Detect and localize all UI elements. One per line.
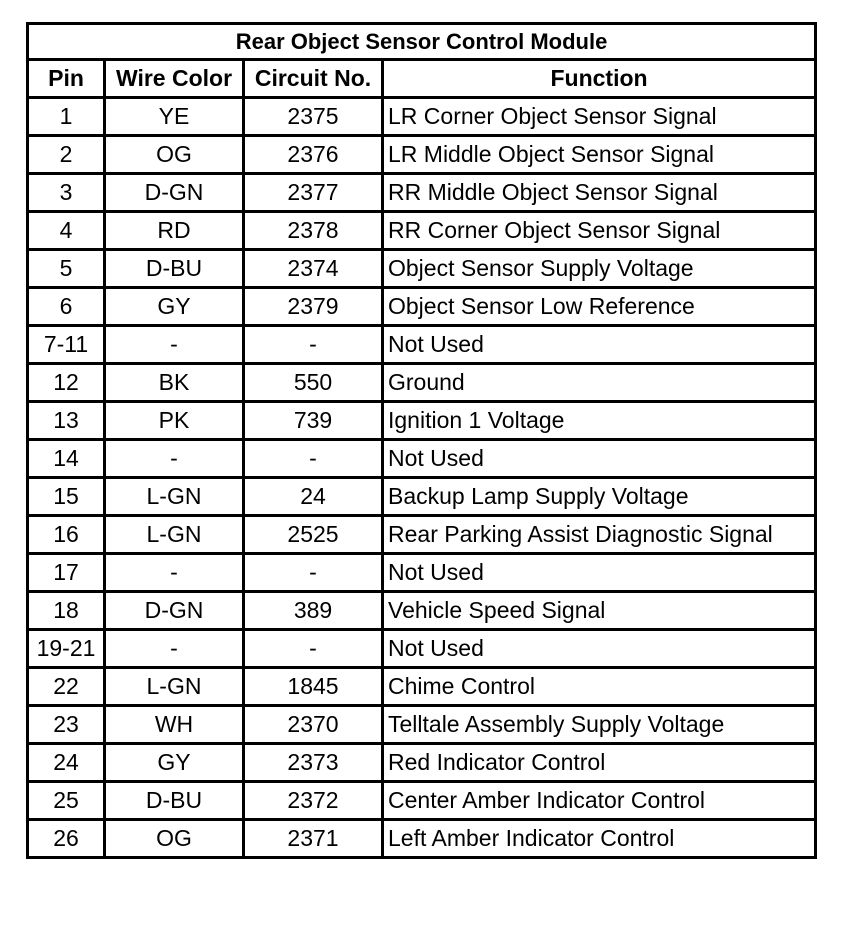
function-cell: RR Corner Object Sensor Signal (383, 212, 816, 250)
pin-cell: 19-21 (28, 630, 105, 668)
circuit-cell: 2375 (244, 98, 383, 136)
pin-cell: 6 (28, 288, 105, 326)
table-row (28, 820, 816, 858)
pin-cell: 14 (28, 440, 105, 478)
header-row (28, 60, 816, 98)
table-row (28, 212, 816, 250)
wire-color-cell: - (105, 440, 244, 478)
pin-cell: 25 (28, 782, 105, 820)
table-row (28, 592, 816, 630)
table-row (28, 782, 816, 820)
column-header-function: Function (383, 60, 816, 98)
pin-cell: 4 (28, 212, 105, 250)
circuit-cell: 550 (244, 364, 383, 402)
pin-cell: 1 (28, 98, 105, 136)
circuit-cell: - (244, 440, 383, 478)
table-row (28, 744, 816, 782)
table-row (28, 478, 816, 516)
title-row (28, 24, 816, 60)
wire-color-cell: - (105, 554, 244, 592)
function-cell: LR Middle Object Sensor Signal (383, 136, 816, 174)
wire-color-cell: D-GN (105, 592, 244, 630)
circuit-cell: 1845 (244, 668, 383, 706)
wire-color-cell: WH (105, 706, 244, 744)
function-cell: Chime Control (383, 668, 816, 706)
function-cell: Center Amber Indicator Control (383, 782, 816, 820)
wire-color-cell: L-GN (105, 478, 244, 516)
function-cell: Rear Parking Assist Diagnostic Signal (383, 516, 816, 554)
wire-color-cell: OG (105, 820, 244, 858)
circuit-cell: - (244, 554, 383, 592)
function-cell: RR Middle Object Sensor Signal (383, 174, 816, 212)
pin-cell: 26 (28, 820, 105, 858)
pin-cell: 17 (28, 554, 105, 592)
wire-color-cell: RD (105, 212, 244, 250)
circuit-cell: - (244, 630, 383, 668)
table-row (28, 174, 816, 212)
function-cell: Object Sensor Low Reference (383, 288, 816, 326)
function-cell: Telltale Assembly Supply Voltage (383, 706, 816, 744)
wire-color-cell: BK (105, 364, 244, 402)
circuit-cell: 2379 (244, 288, 383, 326)
circuit-cell: 2372 (244, 782, 383, 820)
function-cell: Ignition 1 Voltage (383, 402, 816, 440)
circuit-cell: 2378 (244, 212, 383, 250)
table-row (28, 402, 816, 440)
circuit-cell: 739 (244, 402, 383, 440)
table-row (28, 630, 816, 668)
wire-color-cell: - (105, 630, 244, 668)
function-cell: Not Used (383, 554, 816, 592)
function-cell: Ground (383, 364, 816, 402)
table-row (28, 326, 816, 364)
circuit-cell: 2376 (244, 136, 383, 174)
pin-rows (28, 98, 816, 858)
wire-color-cell: - (105, 326, 244, 364)
circuit-cell: 2370 (244, 706, 383, 744)
table-row (28, 364, 816, 402)
circuit-cell: 2373 (244, 744, 383, 782)
wire-color-cell: D-BU (105, 250, 244, 288)
pin-cell: 22 (28, 668, 105, 706)
table-row (28, 288, 816, 326)
circuit-cell: 2525 (244, 516, 383, 554)
column-header-wire-color: Wire Color (105, 60, 244, 98)
table-row (28, 136, 816, 174)
table-row (28, 668, 816, 706)
pin-cell: 7-11 (28, 326, 105, 364)
pin-cell: 15 (28, 478, 105, 516)
function-cell: Not Used (383, 440, 816, 478)
pin-cell: 18 (28, 592, 105, 630)
column-header-pin: Pin (28, 60, 105, 98)
pin-cell: 2 (28, 136, 105, 174)
wire-color-cell: GY (105, 288, 244, 326)
circuit-cell: 2371 (244, 820, 383, 858)
wire-color-cell: YE (105, 98, 244, 136)
wire-color-cell: L-GN (105, 516, 244, 554)
table-row (28, 440, 816, 478)
connector-pin-table (26, 22, 817, 859)
function-cell: Object Sensor Supply Voltage (383, 250, 816, 288)
function-cell: Not Used (383, 326, 816, 364)
circuit-cell: 389 (244, 592, 383, 630)
column-header-circuit: Circuit No. (244, 60, 383, 98)
table-row (28, 516, 816, 554)
pin-cell: 23 (28, 706, 105, 744)
wire-color-cell: L-GN (105, 668, 244, 706)
pin-cell: 13 (28, 402, 105, 440)
wire-color-cell: D-BU (105, 782, 244, 820)
circuit-cell: 2374 (244, 250, 383, 288)
function-cell: LR Corner Object Sensor Signal (383, 98, 816, 136)
table-row (28, 250, 816, 288)
function-cell: Not Used (383, 630, 816, 668)
pin-cell: 3 (28, 174, 105, 212)
table-row (28, 98, 816, 136)
pin-cell: 16 (28, 516, 105, 554)
table-row (28, 554, 816, 592)
function-cell: Backup Lamp Supply Voltage (383, 478, 816, 516)
function-cell: Left Amber Indicator Control (383, 820, 816, 858)
function-cell: Red Indicator Control (383, 744, 816, 782)
circuit-cell: 2377 (244, 174, 383, 212)
pin-cell: 5 (28, 250, 105, 288)
function-cell: Vehicle Speed Signal (383, 592, 816, 630)
wire-color-cell: GY (105, 744, 244, 782)
wire-color-cell: D-GN (105, 174, 244, 212)
wire-color-cell: PK (105, 402, 244, 440)
pin-cell: 12 (28, 364, 105, 402)
pin-cell: 24 (28, 744, 105, 782)
circuit-cell: 24 (244, 478, 383, 516)
circuit-cell: - (244, 326, 383, 364)
wire-color-cell: OG (105, 136, 244, 174)
table-title: Rear Object Sensor Control Module (28, 24, 816, 60)
table-row (28, 706, 816, 744)
